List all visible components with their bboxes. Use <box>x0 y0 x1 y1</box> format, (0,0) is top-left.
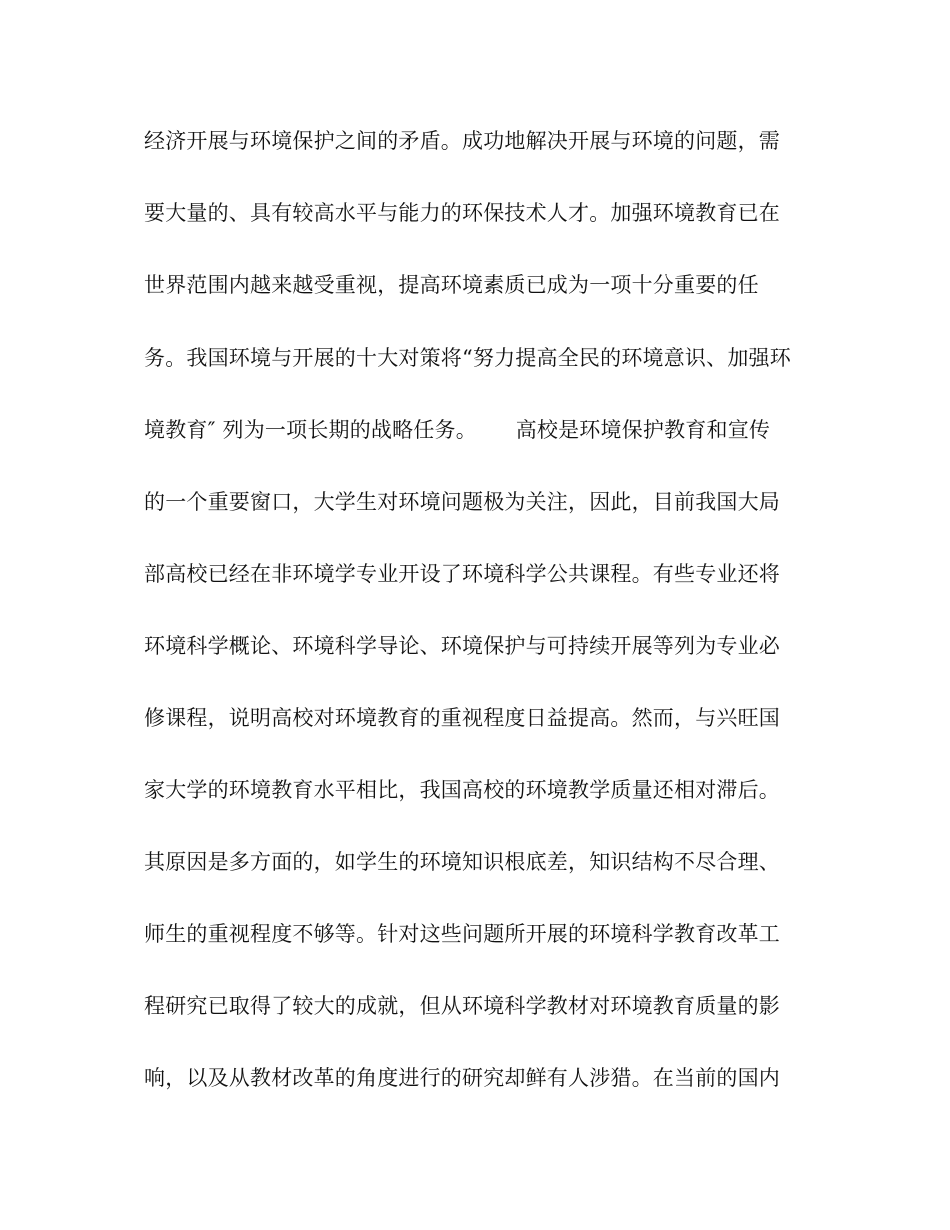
text-line: 务。我国环境与开展的十大对策将“努力提高全民的环境意识、加强环 <box>144 346 791 370</box>
text-line: 境教育″ 列为一项长期的战略任务。 高校是环境保护教育和宣传 <box>144 418 771 442</box>
text-line: 师生的重视程度不够等。针对这些问题所开展的环境科学教育改革工 <box>144 922 780 946</box>
text-line: 家大学的环境教育水平相比，我国高校的环境教学质量还相对滞后。 <box>144 778 780 802</box>
text-line: 程研究已取得了较大的成就，但从环境科学教材对环境教育质量的影 <box>144 994 780 1018</box>
text-line: 部高校已经在非环境学专业开设了环境科学公共课程。有些专业还将 <box>144 562 780 586</box>
text-line: 环境科学概论、环境科学导论、环境保护与可持续开展等列为专业必 <box>144 634 780 658</box>
text-line: 经济开展与环境保护之间的矛盾。成功地解决开展与环境的问题，需 <box>144 129 780 153</box>
text-line: 的一个重要窗口，大学生对环境问题极为关注，因此，目前我国大局 <box>144 490 780 514</box>
text-line: 修课程，说明高校对环境教育的重视程度日益提高。然而，与兴旺国 <box>144 706 780 730</box>
text-line: 响，以及从教材改革的角度进行的研究却鲜有人涉猎。在当前的国内 <box>144 1066 780 1090</box>
text-line: 世界范围内越来越受重视，提高环境素质已成为一项十分重要的任 <box>144 273 759 297</box>
text-line: 要大量的、具有较高水平与能力的环保技术人才。加强环境教育已在 <box>144 201 780 225</box>
text-line: 其原因是多方面的，如学生的环境知识根底差，知识结构不尽合理、 <box>144 850 780 874</box>
